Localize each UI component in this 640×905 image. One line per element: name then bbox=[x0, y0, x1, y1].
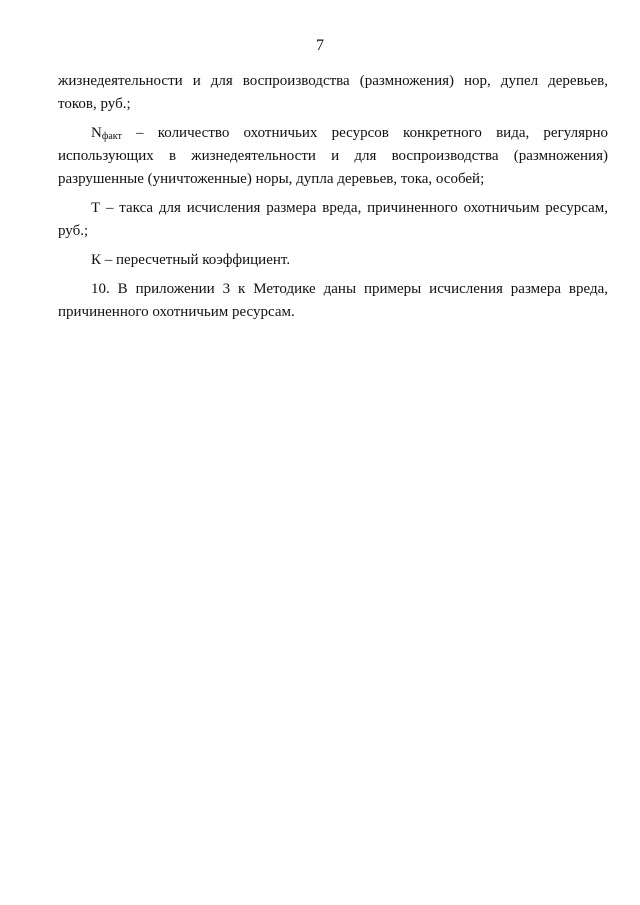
text-line: К – пересчетный коэффициент. bbox=[91, 252, 291, 268]
page-number: 7 bbox=[316, 37, 324, 54]
text-line: руб.; bbox=[58, 223, 89, 239]
text-line: жизнедеятельности и для воспроизводства (размножения) нор, дупел деревьев, bbox=[58, 73, 608, 89]
document-body bbox=[58, 70, 608, 330]
text-line: 10. В приложении 3 к Методике даны примеры исчисления размера вреда, bbox=[91, 281, 608, 297]
text-line bbox=[58, 122, 608, 145]
paragraph-continuation bbox=[58, 70, 608, 116]
text-line: разрушенные (уничтоженные) норы, дупла деревьев, тока, особей; bbox=[58, 171, 485, 187]
text-line: Т – такса для исчисления размера вреда, причиненного охотничьим ресурсам, bbox=[91, 200, 608, 216]
paragraph-k-definition bbox=[58, 249, 608, 272]
paragraph-item-10 bbox=[58, 278, 608, 324]
variable-subscript: факт bbox=[101, 131, 122, 142]
paragraph-t-definition bbox=[58, 197, 608, 243]
text-line: токов, руб.; bbox=[58, 96, 131, 112]
variable-symbol: N bbox=[91, 125, 102, 141]
paragraph-n-fact-definition bbox=[58, 122, 608, 191]
text-line: причиненного охотничьим ресурсам. bbox=[58, 304, 295, 320]
text-line: использующих в жизнедеятельности и для воспроизводства (размножения) bbox=[58, 148, 608, 164]
definition-text: – количество охотничьих ресурсов конкретного вида, регулярно bbox=[121, 125, 608, 141]
